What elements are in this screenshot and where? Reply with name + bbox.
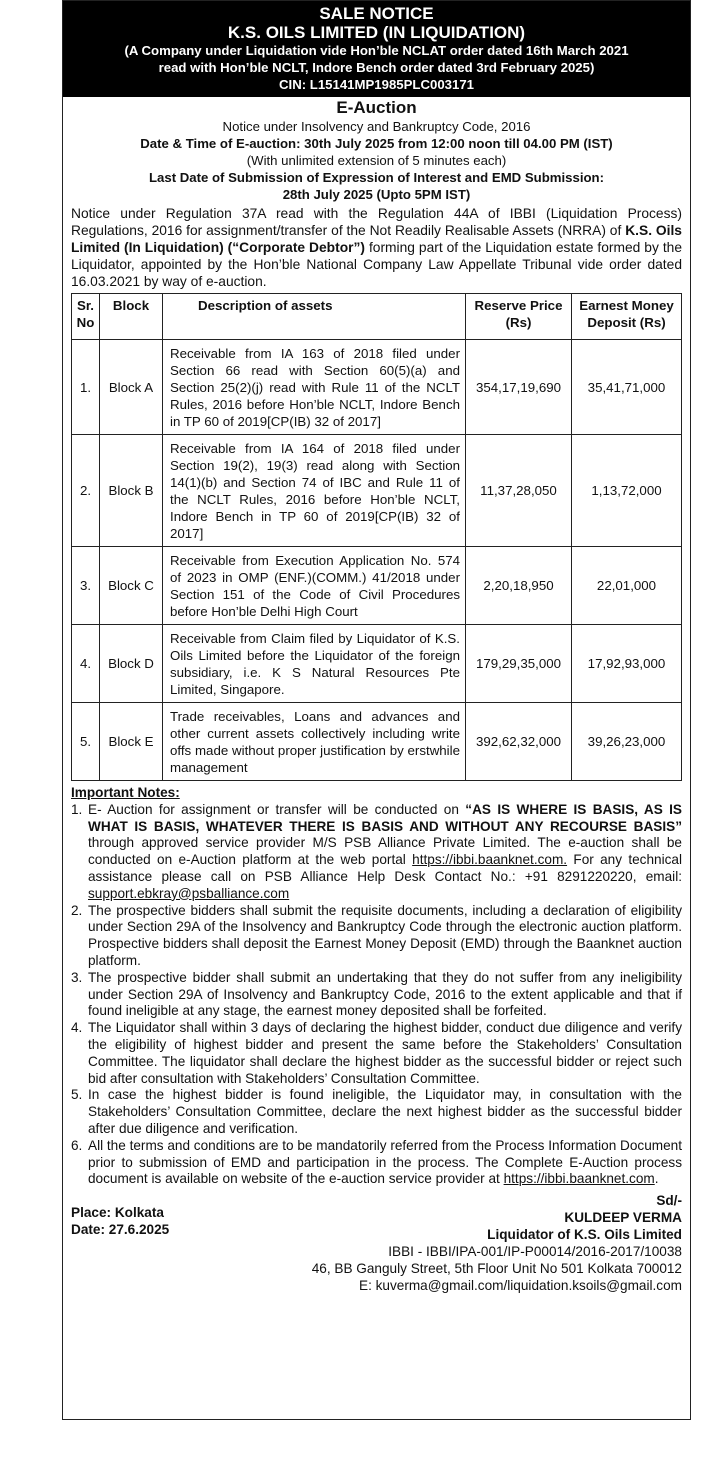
process-document-link[interactable]: https://ibbi.baanknet.com xyxy=(503,1171,655,1187)
auction-datetime: Date & Time of E-auction: 30th July 2025 from 12:00 noon till 04.00 PM (IST) xyxy=(140,136,613,151)
intro-text-1: Notice under Regulation 37A read with the Regulation 44A of IBBI (Liquidation Process) Regulations, 2016 for assignment/transfer of the Not Readily Realisable Assets (NRRA) of xyxy=(71,206,682,238)
liquidator-details xyxy=(312,1192,682,1294)
row-block: Block C xyxy=(100,547,163,625)
signed-mark: Sd/- xyxy=(656,1193,682,1209)
row-block: Block A xyxy=(100,340,163,435)
note-item xyxy=(71,1020,682,1087)
last-date-label: Last Date of Submission of Expression of Interest and EMD Submission: xyxy=(148,170,605,185)
row-reserve-price: 392,62,32,000 xyxy=(466,703,572,781)
row-emd: 1,13,72,000 xyxy=(572,435,682,547)
row-description: Receivable from IA 163 of 2018 filed under Section 66 read with Section 60(5)(a) and Section 25(2)(j) read with Rule 11 of the NCLT Rules, 2016 before Hon’ble NCLT, Indore Bench in TP 60 of 2019[CP(IB) 32 of 2017] xyxy=(163,340,466,435)
row-emd: 39,26,23,000 xyxy=(572,703,682,781)
row-emd: 17,92,93,000 xyxy=(572,625,682,703)
notice-banner xyxy=(63,1,690,97)
important-notes xyxy=(71,785,682,1188)
note-number: 5. xyxy=(71,1087,83,1103)
note-number: 4. xyxy=(71,1020,83,1036)
table-row xyxy=(72,547,682,625)
row-block: Block D xyxy=(100,625,163,703)
liquidator-address: 46, BB Ganguly Street, 5th Floor Unit No 501 Kolkata 700012 xyxy=(311,1261,682,1277)
row-reserve-price: 179,29,35,000 xyxy=(466,625,572,703)
note-text: The prospective bidders shall submit the requisite documents, including a declaration of eligibility under Section 29A of the Insolvency and Bankruptcy Code through the electronic auction platform. Prospective bidders shall deposit the Earnest Money Deposit (EMD) through the Baanknet auction platform. xyxy=(88,902,682,968)
liquidator-name: KULDEEP VERMA xyxy=(564,1210,682,1226)
note-text xyxy=(88,802,682,903)
eauction-heading: E-Auction xyxy=(336,98,417,117)
cin-number: CIN: L15141MP1985PLC003171 xyxy=(279,77,474,92)
note-number: 6. xyxy=(71,1137,83,1153)
note-text: In case the highest bidder is found ineligible, the Liquidator may, in consultation with the Stakeholders’ Consultation Committee, declare the next highest bidder as the successful bidder after due diligence and verification. xyxy=(88,1087,682,1136)
assets-table xyxy=(71,293,682,781)
note-1-text-a: E- Auction for assignment or transfer will be conducted on xyxy=(88,801,466,817)
note-1-basis: “AS IS WHERE IS BASIS, AS IS WHAT IS BASIS, WHATEVER THERE IS BASIS AND WITHOUT ANY RECOURSE BASIS” xyxy=(88,801,683,834)
table-row xyxy=(72,340,682,435)
table-row xyxy=(72,435,682,547)
place-date xyxy=(71,1192,169,1294)
header-block: Block xyxy=(100,294,163,340)
sale-notice xyxy=(62,0,691,1420)
table-row xyxy=(72,703,682,781)
ibbi-registration: IBBI - IBBI/IPA-001/IP-P00014/2016-2017/10038 xyxy=(388,1244,682,1260)
intro-paragraph xyxy=(71,205,682,290)
note-number: 1. xyxy=(71,801,83,817)
date: Date: 27.6.2025 xyxy=(71,1222,170,1238)
row-sr: 5. xyxy=(72,703,100,781)
header-reserve-price: Reserve Price (Rs) xyxy=(466,294,572,340)
row-reserve-price: 354,17,19,690 xyxy=(466,340,572,435)
corporate-debtor-name: K.S. Oils Limited (In Liquidation) (“Corporate Debtor”) xyxy=(71,223,682,255)
note-6-text-b: . xyxy=(654,1171,659,1187)
row-sr: 4. xyxy=(72,625,100,703)
row-block: Block E xyxy=(100,703,163,781)
support-email-link[interactable]: support.ebkray@psballiance.com xyxy=(88,885,290,901)
row-sr: 2. xyxy=(72,435,100,547)
row-block: Block B xyxy=(100,435,163,547)
signature-block xyxy=(71,1192,682,1294)
table-row xyxy=(72,625,682,703)
notice-title: SALE NOTICE xyxy=(319,4,434,23)
table-header-row xyxy=(72,294,682,340)
note-item xyxy=(71,970,682,1020)
row-emd: 35,41,71,000 xyxy=(572,340,682,435)
header-emd: Earnest Money Deposit (Rs) xyxy=(572,294,682,340)
header-description: Description of assets xyxy=(163,294,466,340)
place: Place: Kolkata xyxy=(71,1205,164,1221)
note-6-text-a: All the terms and conditions are to be mandatorily referred from the Process Information Document prior to submission of EMD and participation in the process. The Complete E-Auction process document is available on website of the e-auction service provider at xyxy=(88,1137,682,1187)
row-description: Trade receivables, Loans and advances and other current assets collectively including write offs made without proper justification by erstwhile management xyxy=(163,703,466,781)
notice-under: Notice under Insolvency and Bankruptcy Code, 2016 xyxy=(222,119,531,134)
note-item xyxy=(71,1087,682,1137)
note-text: The prospective bidder shall submit an undertaking that they do not suffer from any ineligibility under Section 29A of Insolvency and Bankruptcy Code, 2016 to the extent applicable and that if found ineligible at any stage, the earnest money deposited shall be forfeited. xyxy=(88,969,682,1019)
row-sr: 1. xyxy=(72,340,100,435)
intro-text-2: forming part of the Liquidation estate formed by the Liquidator, appointed by the Hon’ble National Company Law Appellate Tribunal vide order dated 16.03.2021 by way of e-auction. xyxy=(71,240,682,289)
row-reserve-price: 2,20,18,950 xyxy=(466,547,572,625)
liquidator-email: E: kuverma@gmail.com/liquidation.ksoils@gmail.com xyxy=(359,1278,682,1294)
liquidator-role: Liquidator of K.S. Oils Limited xyxy=(487,1227,682,1243)
header-sr-no: Sr. No xyxy=(72,294,100,340)
row-reserve-price: 11,37,28,050 xyxy=(466,435,572,547)
row-emd: 22,01,000 xyxy=(572,547,682,625)
liquidation-order-line2: read with Hon’ble NCLT, Indore Bench order dated 3rd February 2025) xyxy=(158,60,595,75)
note-1-text-b: through approved service provider M/S PSB Alliance Private Limited. The e-auction shall be conducted on e-Auction platform at the web portal xyxy=(88,835,682,868)
note-text: The Liquidator shall within 3 days of declaring the highest bidder, conduct due diligence and verify the eligibility of highest bidder and present the same before the Stakeholders’ Consultation Committee. The liquidator shall declare the highest bidder as the successful bidder or reject such bid after consultation with Stakeholders’ Consultation Committee. xyxy=(88,1020,682,1086)
row-description: Receivable from Execution Application No. 574 of 2023 in OMP (ENF.)(COMM.) 41/2018 under Section 151 of the Code of Civil Procedures before Hon’ble Delhi High Court xyxy=(163,547,466,625)
baanknet-link[interactable]: https://ibbi.baanknet.com. xyxy=(412,852,568,868)
auction-extension: (With unlimited extension of 5 minutes each) xyxy=(246,153,507,168)
note-number: 3. xyxy=(71,969,83,985)
note-text xyxy=(88,1138,682,1188)
notes-heading: Important Notes: xyxy=(71,785,180,800)
company-name: K.S. OILS LIMITED (IN LIQUIDATION) xyxy=(227,23,526,42)
row-description: Receivable from IA 164 of 2018 filed under Section 19(2), 19(3) read along with Section 14(1)(b) and Section 74 of IBC and Rule 11 of the NCLT Rules, 2016 before Hon’ble NCLT, Indore Bench in TP 60 of 2019[CP(IB) 32 of 2017] xyxy=(163,435,466,547)
note-item xyxy=(71,903,682,970)
row-sr: 3. xyxy=(72,547,100,625)
note-number: 2. xyxy=(71,902,83,918)
liquidation-order-line1: (A Company under Liquidation vide Hon’ble NCLAT order dated 16th March 2021 xyxy=(124,43,629,58)
row-description: Receivable from Claim filed by Liquidator of K.S. Oils Limited before the Liquidator of the foreign subsidiary, i.e. K S Natural Resources Pte Limited, Singapore. xyxy=(163,625,466,703)
note-item xyxy=(71,1138,682,1188)
last-date: 28th July 2025 (Upto 5PM IST) xyxy=(282,187,471,202)
note-1-text-c: For any technical assistance please call on PSB Alliance Help Desk Contact No.: +91 8291220220, email: xyxy=(88,852,682,884)
note-item xyxy=(71,802,682,903)
